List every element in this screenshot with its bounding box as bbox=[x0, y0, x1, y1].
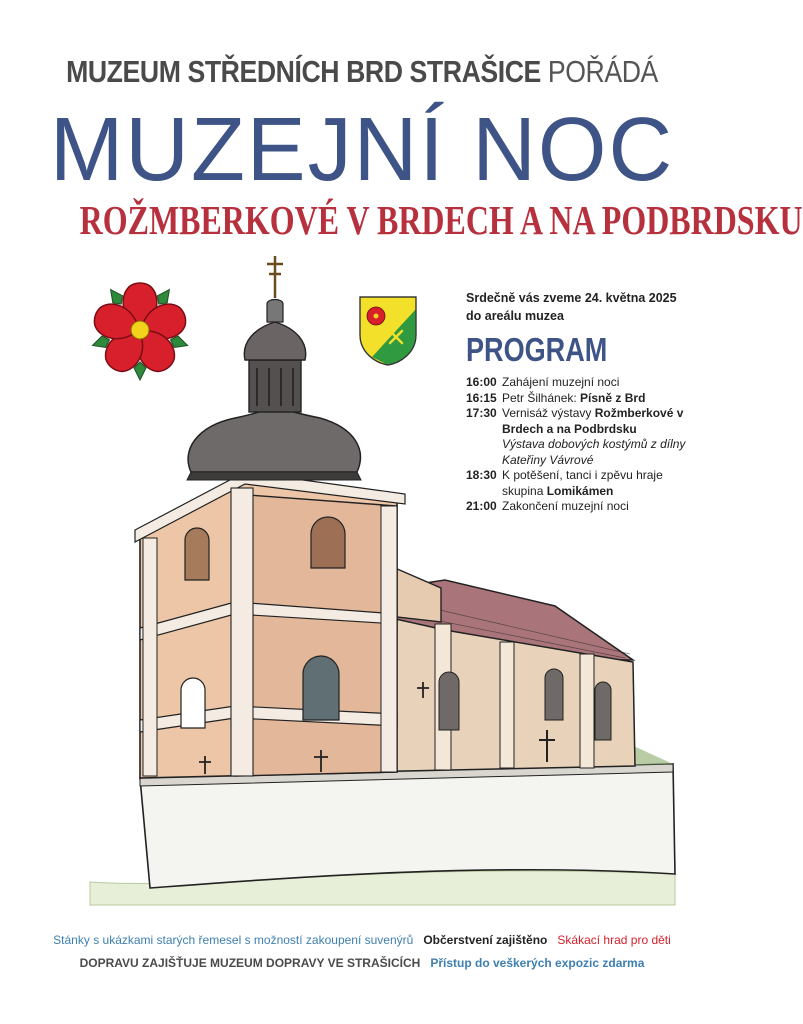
footer-stalls: Stánky s ukázkami starých řemesel s možností zakoupení suvenýrů bbox=[53, 933, 414, 947]
footer-refreshments: Občerstvení zajištěno bbox=[423, 933, 548, 947]
program-time: 16:00 bbox=[466, 375, 497, 389]
footer-transport: DOPRAVU ZAJIŠŤUJE MUZEUM DOPRAVY VE STRAŠICÍCH bbox=[79, 956, 421, 970]
program-time: 21:00 bbox=[466, 499, 497, 513]
program-text-italic: Výstava dobových kostýmů z dílny Kateřiny Vávrové bbox=[502, 437, 686, 467]
page-subtitle: ROŽMBERKOVÉ V BRDECH A NA PODBRDSKU bbox=[79, 197, 803, 243]
program-text: Zahájení muzejní noci bbox=[502, 375, 620, 389]
organizer-name: MUZEUM STŘEDNÍCH BRD STRAŠICE bbox=[66, 54, 541, 89]
program-text-bold: Lomikámen bbox=[546, 483, 614, 498]
footer-line-1 bbox=[0, 933, 724, 947]
tower-dome bbox=[188, 406, 360, 472]
church-illustration bbox=[85, 250, 680, 910]
program-text-bold: Rožmberkové v Brdech a na Podbrdsku bbox=[502, 406, 684, 436]
program-text: K potěšení, tanci i zpěvu hraje skupina bbox=[502, 468, 663, 498]
organizer-suffix: POŘÁDÁ bbox=[547, 54, 658, 89]
invitation-line-1: Srdečně vás zveme 24. května 2025 bbox=[466, 291, 677, 305]
page-title: MUZEJNÍ NOC bbox=[49, 100, 675, 200]
program-text: Petr Šilhánek: bbox=[502, 390, 581, 405]
program-time: 16:15 bbox=[466, 390, 497, 405]
program-time: 17:30 bbox=[466, 406, 497, 420]
tower-cross bbox=[267, 256, 283, 298]
program-text: Zakončení muzejní noci bbox=[502, 499, 629, 513]
invitation-line-2: do areálu muzea bbox=[466, 309, 564, 323]
footer-castle: Skákací hrad pro děti bbox=[557, 933, 671, 947]
program-text-bold: Písně z Brd bbox=[580, 390, 646, 405]
footer-line-2 bbox=[0, 956, 724, 970]
program-time: 18:30 bbox=[466, 468, 497, 482]
footer-access: Přístup do veškerých expozic zdarma bbox=[430, 956, 645, 970]
organizer-header bbox=[51, 54, 674, 90]
program-text: Vernisáž výstavy bbox=[502, 406, 595, 420]
program-heading: PROGRAM bbox=[466, 331, 608, 368]
